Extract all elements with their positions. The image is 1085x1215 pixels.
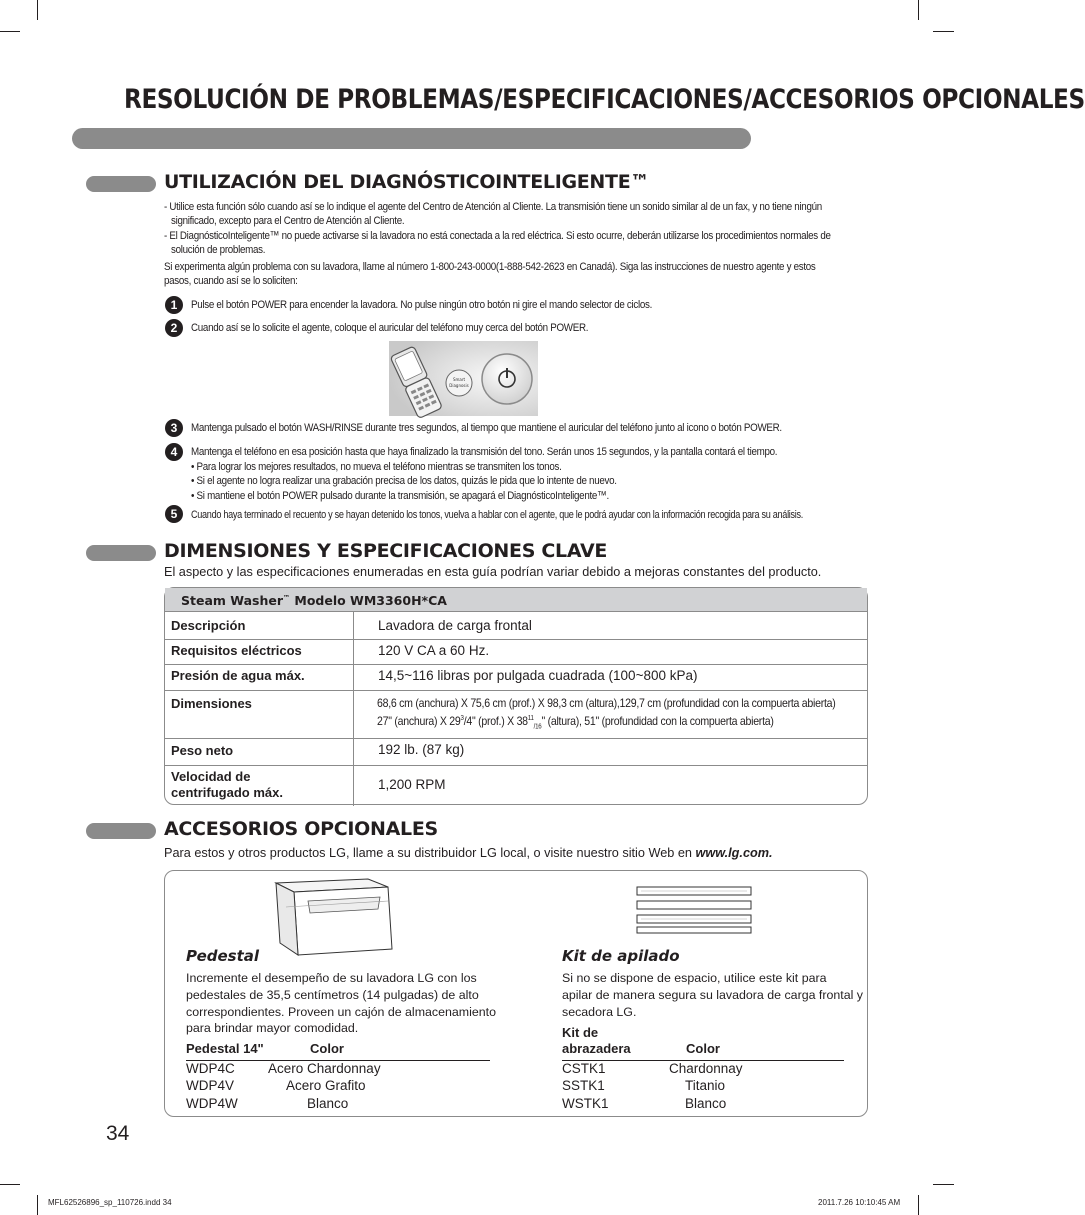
step-text: Pulse el botón POWER para encender la lavadora. No pulse ningún otro botón ni gire el mando selector de ciclos. — [191, 299, 653, 311]
phone-illustration — [389, 341, 538, 416]
spec-value: 192 lb. (87 kg) — [378, 742, 465, 757]
diagnosis-label: Diagnosis — [449, 383, 469, 388]
step-number: 5 — [165, 505, 183, 523]
spec-label: Velocidad de — [171, 769, 251, 784]
bullet-text: - El DiagnósticoInteligente™ no puede activarse si la lavadora no está conectada a la red eléctrica. Si esto ocurre, deberán utilizarse los procedimientos normales de — [164, 230, 831, 242]
spec-label: Peso neto — [171, 743, 234, 758]
section-intro: Para estos y otros productos LG, llame a su distribuidor LG local, o visite nuestro sitio Web en www.lg.com. — [164, 846, 773, 860]
crop-mark — [0, 1184, 20, 1185]
kit-desc: secadora LG. — [562, 1005, 637, 1019]
paragraph-text: pasos, cuando así se lo soliciten: — [164, 275, 298, 287]
section-marker — [86, 545, 156, 561]
section-marker — [86, 823, 156, 839]
pedestal-title: Pedestal — [186, 947, 260, 965]
accessories-box — [164, 870, 868, 1117]
spec-value: 14,5~116 libras por pulgada cuadrada (100~800 kPa) — [378, 668, 698, 683]
footer-file: MFL62526896_sp_110726.indd 34 — [48, 1198, 172, 1207]
crop-mark — [918, 0, 919, 20]
section-marker — [86, 176, 156, 192]
kit-model: WSTK1 — [562, 1096, 609, 1111]
step-text: Mantenga el teléfono en esa posición hasta que haya finalizado la transmisión del tono. Serán unos 15 segundos, y la pantalla contará el tiempo. — [191, 446, 778, 458]
pedestal-model: WDP4W — [186, 1096, 238, 1111]
pedestal-desc: pedestales de 35,5 centímetros (14 pulgadas) de alto — [186, 988, 479, 1002]
step-number: 4 — [165, 443, 183, 461]
section-heading-accessories: ACCESORIOS OPCIONALES — [164, 818, 438, 840]
pedestal-color: Acero Grafito — [286, 1078, 366, 1093]
section-heading-diagnosis: UTILIZACIÓN DEL DIAGNÓSTICOINTELIGENTE™ — [164, 171, 650, 193]
paragraph-text: Si experimenta algún problema con su lavadora, llame al número 1-800-243-0000(1-888-542-2623 en Canadá). Siga las instrucciones de nuestro agente y estos — [164, 261, 816, 273]
kit-desc: apilar de manera segura su lavadora de carga frontal y — [562, 988, 863, 1002]
crop-mark — [37, 1195, 38, 1215]
section-intro: El aspecto y las especificaciones enumeradas en esta guía podrían variar debido a mejoras constantes del producto. — [164, 565, 822, 579]
spec-value: 68,6 cm (anchura) X 75,6 cm (prof.) X 98,3 cm (altura),129,7 cm (profundidad con la compuerta abierta) — [377, 696, 836, 710]
kit-col-model: Kit de — [562, 1025, 599, 1040]
spec-value: 1,200 RPM — [378, 777, 446, 792]
step-number: 3 — [165, 419, 183, 437]
pedestal-model: WDP4V — [186, 1078, 235, 1093]
spec-value: Lavadora de carga frontal — [378, 618, 532, 633]
step-number: 1 — [165, 296, 183, 314]
pedestal-color: Blanco — [307, 1096, 349, 1111]
spec-label: centrifugado máx. — [171, 785, 283, 800]
page-number: 34 — [106, 1122, 130, 1145]
bullet-text: significado, excepto para el Centro de Atención al Cliente. — [171, 215, 405, 227]
pedestal-desc: Incremente el desempeño de su lavadora LG con los — [186, 971, 477, 985]
spec-table-header — [165, 588, 867, 612]
step-bullet: • Si mantiene el botón POWER pulsado durante la transmisión, se apagará el DiagnósticoInteligente™. — [191, 490, 609, 502]
phone-power-icon — [389, 341, 538, 416]
step-bullet: • Para lograr los mejores resultados, no mueva el teléfono mientras se transmiten los tonos. — [191, 461, 562, 473]
crop-mark — [37, 0, 38, 20]
page-title: RESOLUCIÓN DE PROBLEMAS/ESPECIFICACIONES/ACCESORIOS OPCIONALES — [124, 84, 1085, 115]
crop-mark — [918, 1195, 919, 1215]
step-text: Cuando así se lo solicite el agente, coloque el auricular del teléfono muy cerca del botón POWER. — [191, 322, 589, 334]
spec-table-title: Steam Washer™ Modelo WM3360H*CA — [181, 593, 447, 608]
spec-label: Descripción — [171, 618, 246, 633]
spec-table — [164, 587, 868, 805]
step-bullet: • Si el agente no logra realizar una grabación precisa de los datos, quizás le pida que lo intente de nuevo. — [191, 475, 617, 487]
spec-label: Dimensiones — [171, 696, 252, 711]
crop-mark — [933, 31, 954, 32]
spec-label: Requisitos eléctricos — [171, 643, 302, 658]
spec-value: 120 V CA a 60 Hz. — [378, 643, 490, 658]
section-heading-specs: DIMENSIONES Y ESPECIFICACIONES CLAVE — [164, 540, 608, 562]
step-number: 2 — [165, 319, 183, 337]
step-text: Cuando haya terminado el recuento y se hayan detenido los tonos, vuelva a hablar con el agente, que le podrá ayudar con la información recogida para su análisis. — [191, 509, 803, 521]
step-text: Mantenga pulsado el botón WASH/RINSE durante tres segundos, al tiempo que mantiene el auricular del teléfono junto al icono o botón POWER. — [191, 422, 782, 434]
kit-col-color: Color — [686, 1041, 720, 1056]
stacking-kit-illustration — [635, 885, 755, 935]
pedestal-illustration — [268, 877, 398, 957]
website-link[interactable]: www.lg.com. — [695, 846, 773, 860]
kit-model: CSTK1 — [562, 1061, 606, 1076]
pedestal-color: Acero Chardonnay — [268, 1061, 381, 1076]
footer-timestamp: 2011.7.26 10:10:45 AM — [818, 1198, 901, 1207]
pedestal-model: WDP4C — [186, 1061, 235, 1076]
pedestal-col-color: Color — [310, 1041, 344, 1056]
kit-color: Titanio — [685, 1078, 726, 1093]
kit-title: Kit de apilado — [562, 947, 680, 965]
pedestal-desc: correspondientes. Proveen un cajón de almacenamiento — [186, 1005, 496, 1019]
bullet-text: solución de problemas. — [171, 244, 266, 256]
kit-model: SSTK1 — [562, 1078, 605, 1093]
crop-mark — [0, 31, 20, 32]
kit-color: Chardonnay — [669, 1061, 743, 1076]
pedestal-col-model: Pedestal 14" — [186, 1041, 264, 1056]
kit-color: Blanco — [685, 1096, 727, 1111]
kit-col-model: abrazadera — [562, 1041, 631, 1056]
smart-label: Smart — [452, 377, 466, 382]
kit-desc: Si no se dispone de espacio, utilice este kit para — [562, 971, 827, 985]
pedestal-desc: para brindar mayor comodidad. — [186, 1021, 359, 1035]
spec-label: Presión de agua máx. — [171, 668, 305, 683]
bullet-text: - Utilice esta función sólo cuando así se lo indique el agente del Centro de Atención al Cliente. La transmisión tiene un sonido similar al de un fax, y no tiene ningún — [164, 201, 822, 213]
title-bar — [72, 128, 751, 149]
spec-value-imperial: 27" (anchura) X $29^3/4$" (prof.) X $38^{11}_{/16}$" (altura), 51" (profundidad con la compuerta abierta) — [377, 714, 774, 731]
crop-mark — [933, 1184, 954, 1185]
